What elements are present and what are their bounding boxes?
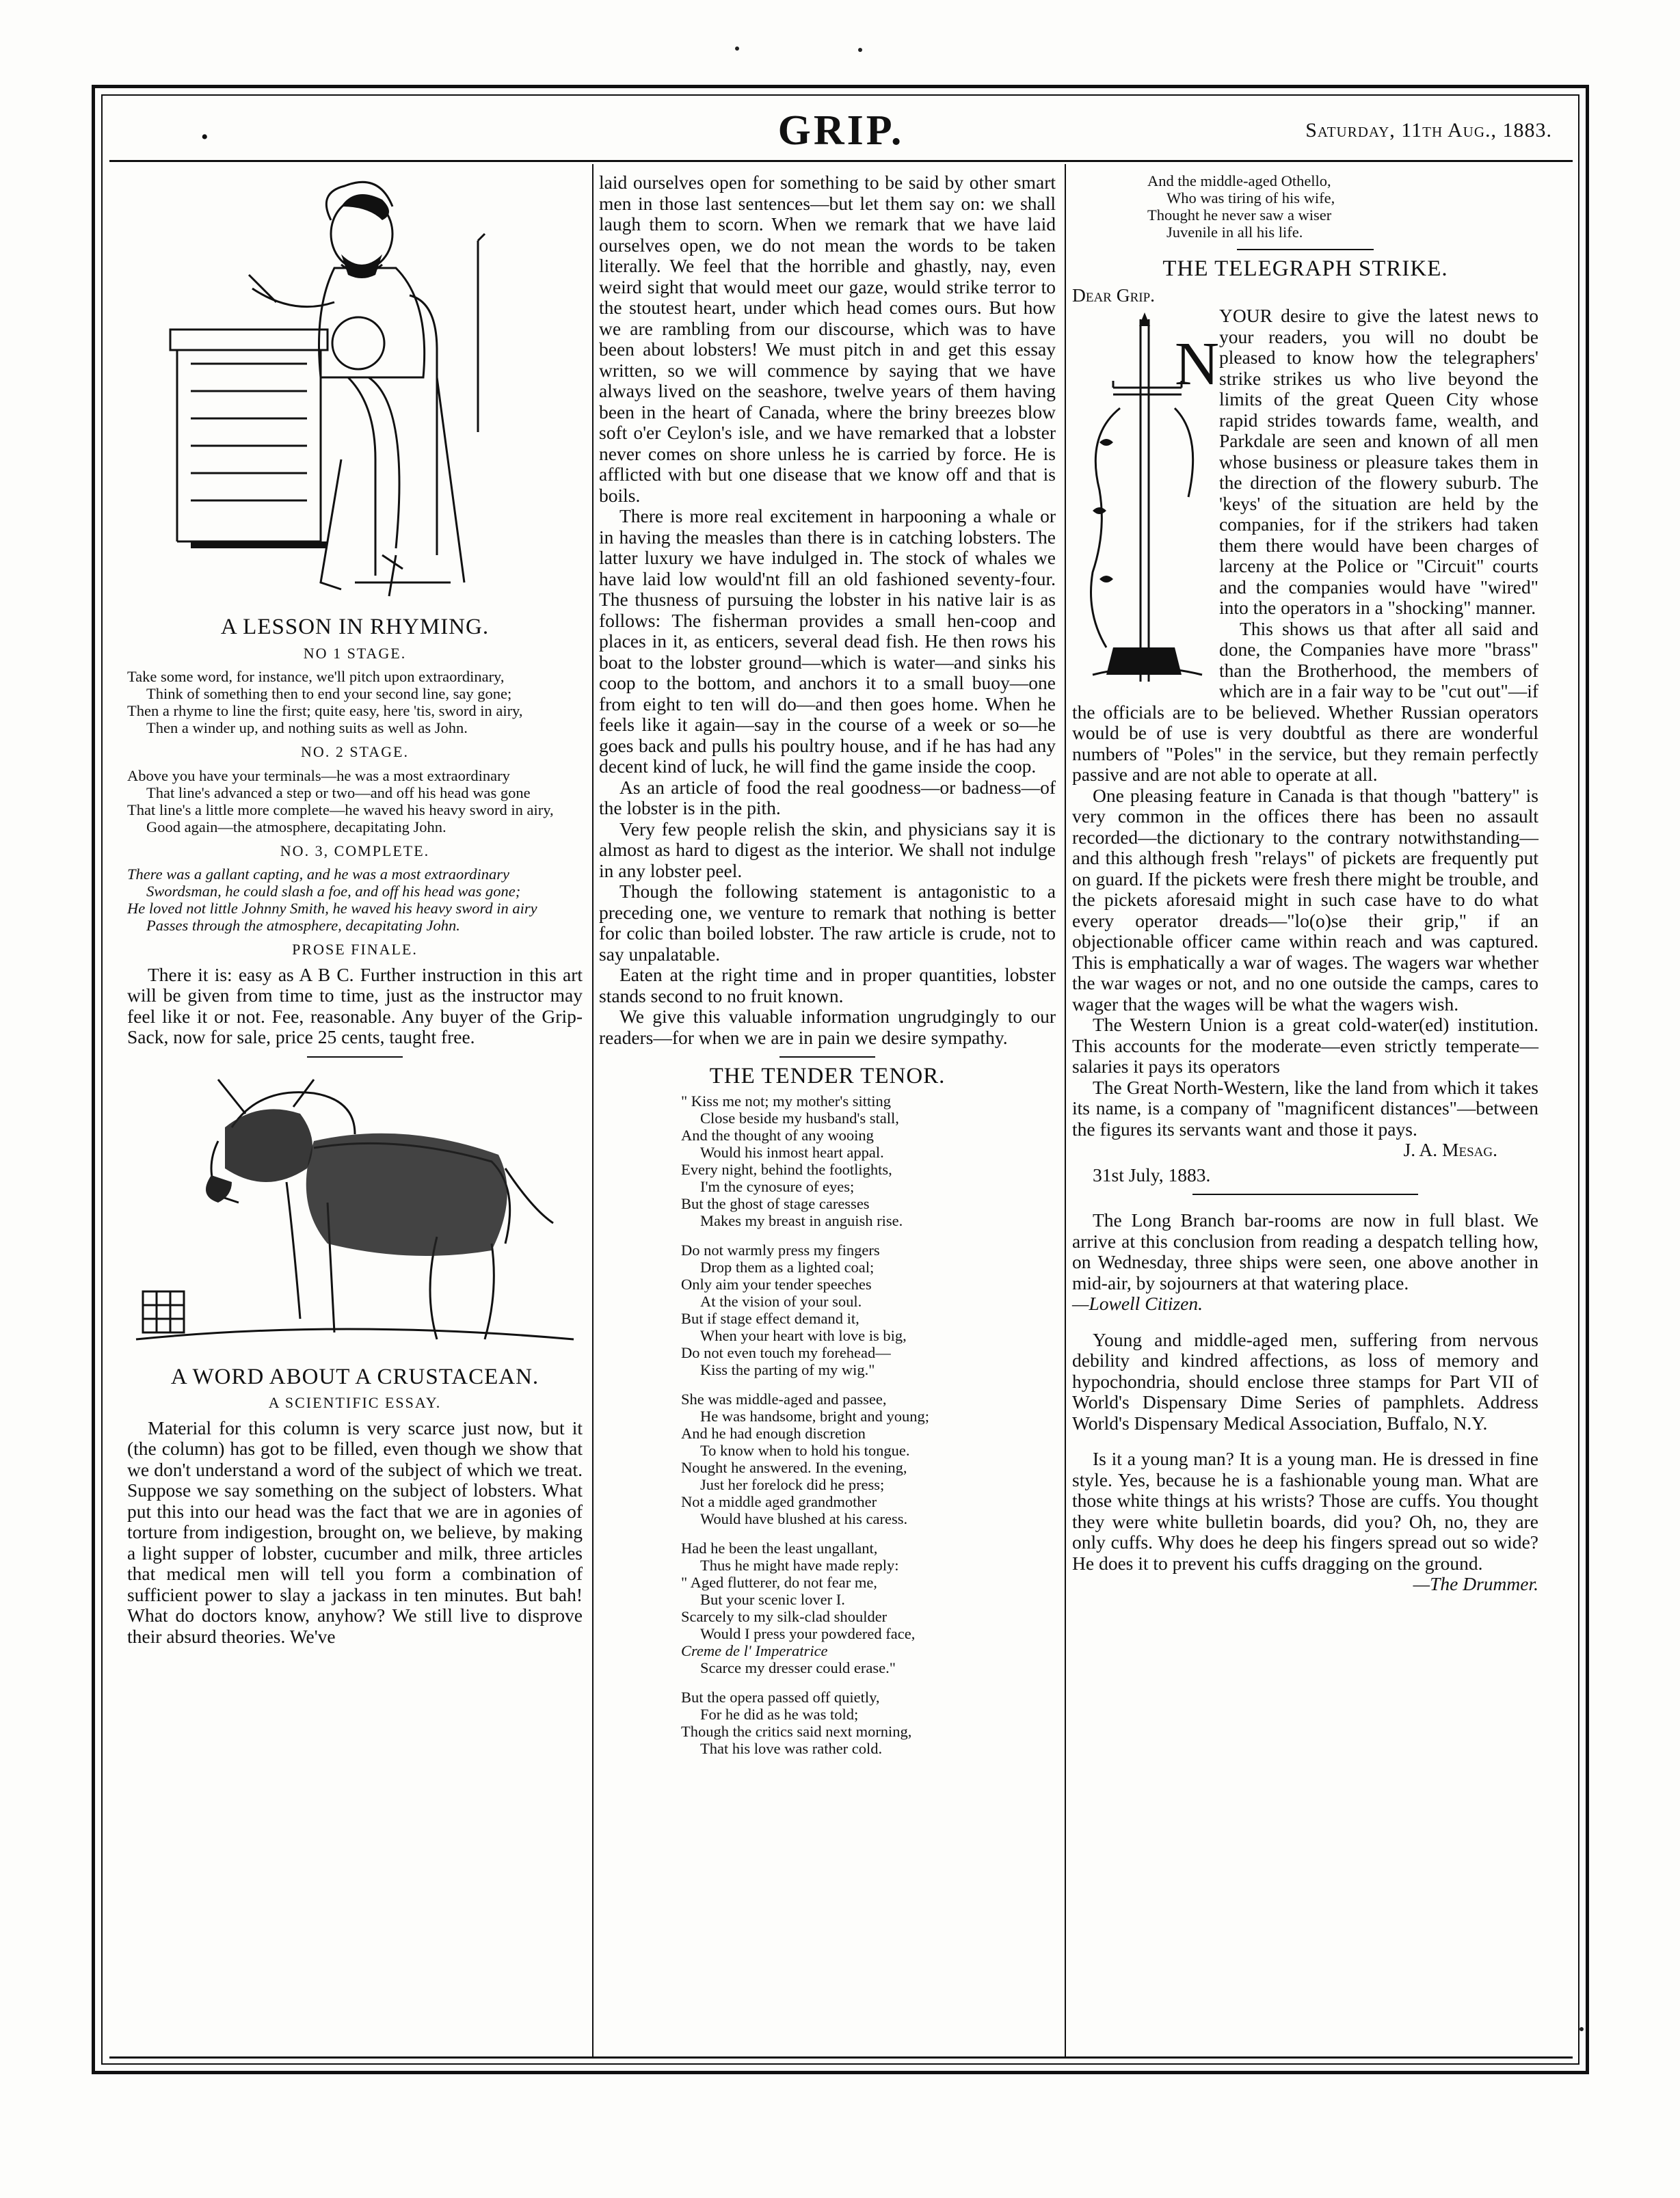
verse-line: Close beside my husband's stall, xyxy=(700,1109,899,1127)
section-divider xyxy=(779,1056,875,1058)
poem-stanza xyxy=(681,1391,1056,1527)
verse-line: Not a middle aged grandmother xyxy=(681,1492,877,1510)
verse-line: For he did as he was told; xyxy=(700,1705,859,1723)
tenor-heading: THE TENDER TENOR. xyxy=(709,1064,946,1088)
lobster-paragraph: We give this valuable information ungrudgingly to our readers—for when we are in pain we desire sympathy. xyxy=(599,1006,1056,1048)
section-divider xyxy=(307,1056,403,1058)
long-branch-source: —Lowell Citizen. xyxy=(1072,1293,1203,1314)
lobster-paragraph: As an article of food the real goodness—or badness—of the lobster is in the pith. xyxy=(599,776,1056,818)
section-divider xyxy=(1192,1194,1418,1195)
dropcap-letter: N xyxy=(1175,330,1219,398)
verse-line: Swordsman, he could slash a foe, and off his head was gone; xyxy=(146,883,521,900)
poem-stanza xyxy=(681,1093,1056,1229)
young-man-source: —The Drummer. xyxy=(1413,1573,1538,1594)
verse-line: Just her forelock did he press; xyxy=(700,1475,885,1493)
verse-line: Who was tiring of his wife, xyxy=(1166,189,1335,206)
verse-line: And the thought of any wooing xyxy=(681,1126,874,1144)
issue-date: Saturday, 11th Aug., 1883. xyxy=(1305,119,1552,142)
verse-line: Though the critics said next morning, xyxy=(681,1722,912,1740)
verse-line: To know when to hold his tongue. xyxy=(700,1441,910,1459)
verse-line: Juvenile in all his life. xyxy=(1166,224,1303,241)
poem-stanza xyxy=(681,1689,1056,1757)
verse-line: I'm the cynosure of eyes; xyxy=(700,1177,855,1195)
verse-line: Every night, behind the footlights, xyxy=(681,1160,892,1178)
letter-date: 31st July, 1883. xyxy=(1093,1164,1211,1185)
verse-line: Then a winder up, and nothing suits as well as John. xyxy=(146,719,468,736)
verse-line: Would have blushed at his caress. xyxy=(700,1510,908,1527)
crustacean-text: Material for this column is very scarce just now, but it (the column) has got to be filled, even though we show that we don't understand a word of the subject of which we treat. Suppose we say something on the subject of lobsters. What put this into our head was the fact that we are in agonies of torture from indigestion, brought on, we believe, by making a light supper of lobster, cucumber and milk, three articles that medical men will tell you form a combination of sufficient power to slay a jackass in ten minutes. But bah! What do doctors know, anyhow? We still live to disprove their absurd theories. We've xyxy=(127,1417,583,1647)
jackass-illustration xyxy=(136,1066,574,1360)
verse-line: Good again—the atmosphere, decapitating John. xyxy=(146,818,446,835)
lobster-paragraph: There is more real excitement in harpooning a whale or in having the measles than there is in catching lobsters. The latter luxury we have indulged in. The stock of whales we have laid low would'nt fill an old fashioned seventy-four. The thusness of pursuing the lobster in his native lair is as follows: The fisherman provides a small hen-coop and places in it, as enticers, several dead fish. He then rows his boat to the lobster ground—which is water—and sinks his coop to the bottom, and anchors it to a small buoy—one from eight to ten will do—and then goes home. When he feels like it again—say in the course of a week or so—he goes back and pulls his poultry house, and if he has had any decent kind of luck, he will find the game inside the coop. xyxy=(599,505,1056,777)
crustacean-heading: A WORD ABOUT A CRUSTACEAN. xyxy=(170,1364,539,1389)
telegraph-heading: THE TELEGRAPH STRIKE. xyxy=(1162,256,1448,281)
writer-at-desk-illustration xyxy=(136,172,574,610)
section-divider xyxy=(1237,249,1374,250)
verse-line: Kiss the parting of my wig." xyxy=(700,1361,875,1378)
column-divider-1 xyxy=(592,164,594,2058)
verse-line: Nought he answered. In the evening, xyxy=(681,1458,907,1476)
newspaper-title: GRIP. xyxy=(777,107,905,154)
verse-line: Drop them as a lighted coal; xyxy=(700,1258,875,1276)
scan-speck xyxy=(858,48,862,52)
verse-line: Passes through the atmosphere, decapitating John. xyxy=(146,917,460,934)
verse-line: Had he been the least ungallant, xyxy=(681,1539,878,1557)
stage3-heading: NO. 3, COMPLETE. xyxy=(280,842,430,859)
verse-line: That his love was rather cold. xyxy=(700,1739,883,1757)
verse-line: Above you have your terminals—he was a most extraordinary xyxy=(127,766,510,784)
verse-line: Makes my breast in anguish rise. xyxy=(700,1211,903,1229)
young-man-item: Is it a young man? It is a young man. He is dressed in fine style. Yes, because he is a fashionable young man. What are those white things at his wrists? Those are cuffs. You thought they were white bulletin boards, did you? Oh, no, they are only cuffs. Why does he deep his fingers spread out so wide? He does it to prevent his cuffs dragging on the ground. xyxy=(1072,1448,1538,1574)
poem-stanza xyxy=(681,1540,1056,1676)
masthead xyxy=(109,103,1573,164)
verse-line: And he had enough discretion xyxy=(681,1424,866,1442)
verse-line: Then a rhyme to line the first; quite easy, here 'tis, sword in airy, xyxy=(127,702,523,719)
stage2-heading: NO. 2 STAGE. xyxy=(301,743,409,760)
verse-line: Do not even touch my forehead— xyxy=(681,1343,891,1361)
masthead-ornament-dot: • xyxy=(201,126,209,148)
verse-line: " Aged flutterer, do not fear me, xyxy=(681,1573,877,1591)
letter-signature: J. A. Mesag. xyxy=(1403,1139,1497,1160)
column-divider-2 xyxy=(1065,164,1066,2058)
verse-line: Only aim your tender speeches xyxy=(681,1275,872,1293)
verse-line: Thought he never saw a wiser xyxy=(1147,206,1332,224)
prose-finale-heading: PROSE FINALE. xyxy=(292,941,418,958)
verse-line: But your scenic lover I. xyxy=(700,1590,845,1608)
verse-line: And the middle-aged Othello, xyxy=(1147,172,1331,189)
verse-line: He was handsome, bright and young; xyxy=(700,1407,929,1425)
verse-line: Scarce my dresser could erase." xyxy=(700,1659,896,1676)
verse-line: But the ghost of stage caresses xyxy=(681,1194,870,1212)
verse-line: There was a gallant capting, and he was a most extraordinary xyxy=(127,866,509,883)
scan-speck xyxy=(1579,2027,1584,2031)
prose-finale-text: There it is: easy as A B C. Further instruction in this art will be given from time to time, just as the instructor may feel like it or not. Fee, reasonable. Any buyer of the Grip-Sack, now for sale, price 25 cents, taught free. xyxy=(127,963,583,1047)
verse-line: Think of something then to end your second line, say gone; xyxy=(146,685,512,702)
stage1-verse xyxy=(127,668,583,736)
lobster-paragraph: Though the following statement is antagonistic to a preceding one, we venture to remark that nothing is better for colic than boiled lobster. The raw article is crude, not to say unpalatable. xyxy=(599,881,1056,965)
bottom-rule xyxy=(109,2056,1573,2059)
telegraph-paragraph: This shows us that after all said and done, the Companies have more "brass" than the Brotherhood, the members of which are in a fair way to be "cut out"—if the officials are to be believed. Whether Russian operators would be of use is very doubtful as there are wonderful numbers of "Poles" in the service, but they remain perfectly passive and are not able to operate at all. xyxy=(1072,617,1538,785)
column-2 xyxy=(599,172,1056,2059)
telegraph-paragraph: The Great North-Western, like the land from which it takes its name, is a company of "magnificent distances"—between the figures its servants want and those it pays. xyxy=(1072,1076,1538,1140)
verse-line: At the vision of your soul. xyxy=(700,1292,862,1310)
long-branch-item: The Long Branch bar-rooms are now in full blast. We arrive at this conclusion from reading a despatch telling how, on Wednesday, three ships were seen, one above another in mid-air, by sojourners at that watering place. xyxy=(1072,1209,1538,1294)
telegraph-paragraph: YOUR desire to give the latest news to your readers, you will no doubt be pleased to know how the telegraphers' strike strikes us who live beyond the limits of the great Queen City whose rapid strides towards fame, wealth, and Parkdale are seen and known of all men whose business or pleasure takes them in the direction of the flowery suburb. The 'keys' of the situation are held by the companies, for if the strikers had taken them there would have been charges of larceny at the Police or "Circuit" courts and the companies would have "wired" into the operators in a "shocking" manner. xyxy=(1219,305,1538,618)
verse-line: " Kiss me not; my mother's sitting xyxy=(681,1092,891,1110)
othello-verse xyxy=(1072,172,1538,241)
column-3 xyxy=(1072,172,1538,2059)
stage2-verse xyxy=(127,767,583,835)
telegraph-pole-illustration xyxy=(1072,306,1219,685)
dispensary-ad: Young and middle-aged men, suffering from nervous debility and kindred affections, as loss of memory and hypochondria, should enclose three stamps for Part VII of World's Dispensary Dime Series of pamphlets. Address World's Dispensary Medical Association, Buffalo, N.Y. xyxy=(1072,1328,1538,1434)
verse-line: But the opera passed off quietly, xyxy=(681,1688,880,1706)
verse-line: But if stage effect demand it, xyxy=(681,1309,859,1327)
column-1 xyxy=(127,172,583,2059)
tenor-poem xyxy=(599,1093,1056,1757)
stage3-verse xyxy=(127,866,583,934)
verse-line: That line's a little more complete—he waved his heavy sword in airy, xyxy=(127,801,554,818)
telegraph-paragraph: The Western Union is a great cold-water(ed) institution. This accounts for the moderate—even strictly temperate—salaries it pays its operators xyxy=(1072,1014,1538,1077)
verse-line: She was middle-aged and passee, xyxy=(681,1390,887,1408)
verse-line: Thus he might have made reply: xyxy=(700,1556,899,1574)
verse-line: When your heart with love is big, xyxy=(700,1326,907,1344)
lobster-paragraph: laid ourselves open for something to be said by other smart men in those last sentences—but let them say on: we shall laugh them to scorn. When we remark that we have laid ourselves open, we do not mean the words to be taken literally. We feel that the horrible and ghastly, nay, even weird sight that would meet our gaze, would strike terror to the stoutest heart, under which head comes ours. But how we are rambling from our discourse, which was to have been about lobsters! We must pitch in and get this essay written, so we will commence by saying that we have always lived on the seashore, twelve years of them having been in the heart of Canada, where the briny breezes blow soft o'er Ceylon's isle, and we have remarked that a lobster never comes on shore unless he is carried by force. He is afflicted with but one disease that we know off and that is boils. xyxy=(599,172,1056,506)
verse-line: That line's advanced a step or two—and off his head was gone xyxy=(146,783,531,801)
lobster-paragraph: Very few people relish the skin, and physicians say it is almost as hard to digest as the interior. We shall not indulge in any lobster peel. xyxy=(599,818,1056,881)
scan-speck xyxy=(735,46,739,51)
verse-line: He loved not little Johnny Smith, he waved his heavy sword in airy xyxy=(127,900,537,917)
verse-line: Creme de l' Imperatrice xyxy=(681,1641,828,1659)
lobster-paragraph: Eaten at the right time and in proper quantities, lobster stands second to no fruit known. xyxy=(599,964,1056,1006)
verse-line: Take some word, for instance, we'll pitch upon extraordinary, xyxy=(127,668,505,685)
verse-line: Would his inmost heart appal. xyxy=(700,1143,884,1161)
telegraph-letter xyxy=(1072,306,1538,1140)
poem-stanza xyxy=(681,1242,1056,1378)
verse-line: Would I press your powdered face, xyxy=(700,1624,916,1642)
stage1-heading: NO 1 STAGE. xyxy=(303,644,407,662)
masthead-rule xyxy=(109,160,1573,162)
crustacean-subheading: A SCIENTIFIC ESSAY. xyxy=(268,1394,442,1411)
telegraph-paragraph: One pleasing feature in Canada is that though "battery" is very common in the offices there has been no assault recorded—the dictionary to the contrary notwithstanding—and this although fresh "relays" of pickets are frequently put on guard. If the pickets were fresh there might be trouble, and the pickets aforesaid might in such case have to do what every operator dreads—"lo(o)se their grip," if an objectionable officer came within reach and was captured. This is emphatically a war of wages. The wagers war whether the war wages or not, and no one outside the camps, cares to wager that the wages will be what the wagers wish. xyxy=(1072,784,1538,1015)
rhyming-heading: A LESSON IN RHYMING. xyxy=(220,615,490,639)
verse-line: Do not warmly press my fingers xyxy=(681,1241,880,1259)
salutation: Dear Grip. xyxy=(1072,284,1156,306)
verse-line: Scarcely to my silk-clad shoulder xyxy=(681,1607,888,1625)
